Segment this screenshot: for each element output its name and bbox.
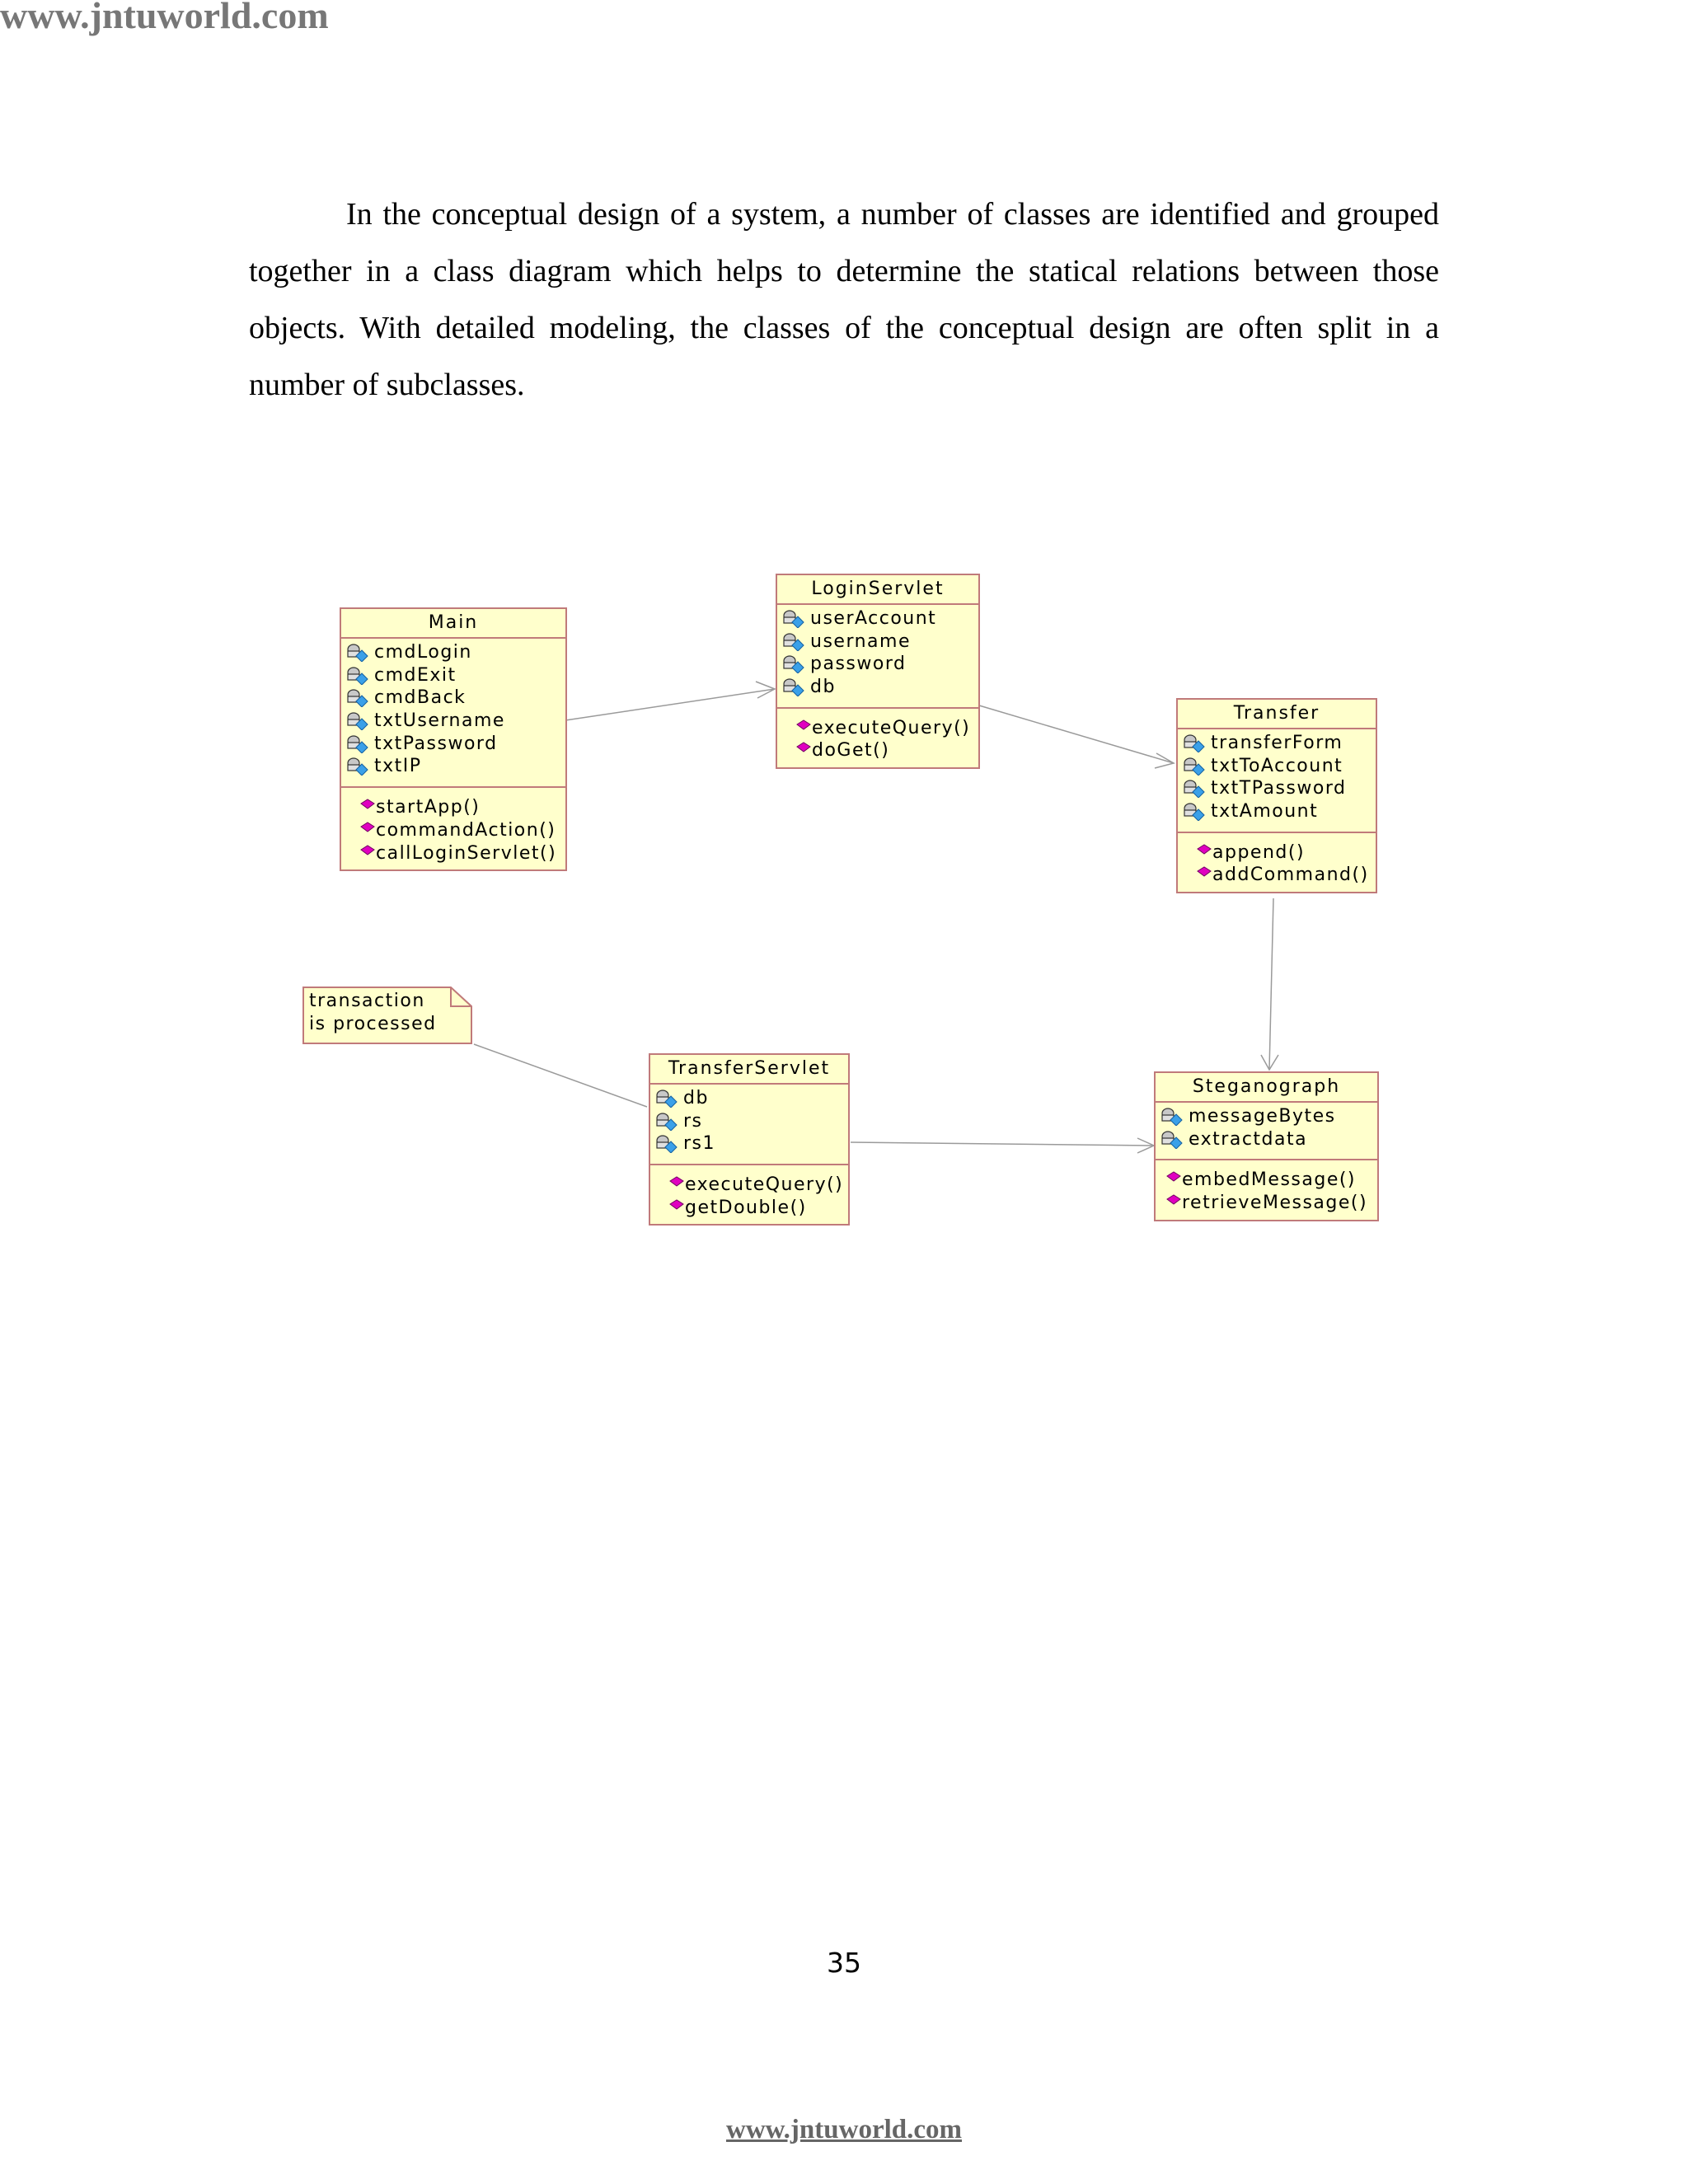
operation-row: addCommand() [1196,864,1376,887]
private-attribute-icon [1160,1108,1187,1126]
class-name: Steganograph [1156,1073,1377,1103]
attribute-row: userAccount [782,607,978,630]
attribute-row: txtUsername [346,710,565,733]
private-attribute-icon [346,735,373,753]
attribute-row: txtTPassword [1183,777,1376,800]
operation-row: commandAction() [359,819,565,842]
private-attribute-icon [346,712,373,730]
attribute-row: cmdLogin [346,641,565,664]
class-steganograph[interactable] [1154,1071,1379,1221]
private-attribute-icon [1183,803,1209,821]
operation-row: executeQuery() [668,1174,848,1197]
attribute-row: txtToAccount [1183,755,1376,778]
private-attribute-icon [346,757,373,776]
private-attribute-icon [1183,780,1209,798]
operation-list [1178,833,1376,892]
attribute-row: rs [655,1110,848,1133]
attribute-row: db [655,1087,848,1110]
operation-row: append() [1196,841,1376,865]
attribute-row: txtIP [346,755,565,778]
link-transfer-steganograph [1269,898,1273,1070]
class-login-servlet[interactable] [776,574,980,769]
private-attribute-icon [346,644,373,662]
public-operation-icon [1165,1194,1182,1207]
private-attribute-icon [1183,734,1209,752]
attribute-row: txtAmount [1183,800,1376,823]
attribute-list [1156,1103,1377,1160]
operation-list [1156,1160,1377,1219]
attribute-row: extractdata [1160,1128,1377,1151]
private-attribute-icon [782,633,809,651]
operation-row: doGet() [795,739,978,762]
attribute-row: cmdExit [346,664,565,687]
public-operation-icon [1196,844,1212,857]
note-line-2: is processed [309,1014,437,1034]
attribute-row: txtPassword [346,733,565,756]
operation-row: callLoginServlet() [359,842,565,865]
diagram-note[interactable] [302,987,472,1044]
private-attribute-icon [655,1090,682,1108]
attribute-row: password [782,653,978,676]
operation-row: retrieveMessage() [1165,1192,1377,1215]
note-text [309,990,437,1036]
attribute-list [777,605,978,709]
class-name: LoginServlet [777,575,978,605]
attribute-row: cmdBack [346,687,565,710]
class-transfer[interactable] [1176,698,1377,893]
operation-list [777,709,978,767]
attribute-row: messageBytes [1160,1105,1377,1128]
site-header: www.jntuworld.com [0,0,329,36]
operation-row: getDouble() [668,1197,848,1220]
public-operation-icon [1196,866,1212,879]
private-attribute-icon [782,610,809,628]
public-operation-icon [359,799,376,812]
public-operation-icon [668,1176,685,1189]
body-paragraph: In the conceptual design of a system, a number of classes are identified and grouped together in a class diagram which helps to determine the statical relations between those objects. With detailed modeling, the classes of the conceptual design are often split in a number of subclasses. [249,197,1439,402]
public-operation-icon [359,845,376,858]
link-note-transferservlet [474,1044,647,1107]
private-attribute-icon [782,678,809,696]
private-attribute-icon [782,655,809,673]
operation-row: executeQuery() [795,717,978,740]
public-operation-icon [795,742,812,755]
private-attribute-icon [346,667,373,685]
operation-list [341,788,565,869]
class-main[interactable] [340,607,567,871]
private-attribute-icon [346,689,373,707]
note-line-1: transaction [309,991,425,1011]
attribute-row: transferForm [1183,732,1376,755]
class-name: Transfer [1178,700,1376,729]
attribute-list [650,1085,848,1165]
public-operation-icon [359,822,376,835]
private-attribute-icon [655,1113,682,1131]
class-name: Main [341,609,565,639]
page-number: 35 [827,1947,861,1979]
operation-list [650,1165,848,1224]
public-operation-icon [1165,1171,1182,1184]
operation-row: startApp() [359,796,565,819]
operation-row: embedMessage() [1165,1169,1377,1192]
attribute-list [1178,729,1376,833]
attribute-row: db [782,676,978,699]
class-name: TransferServlet [650,1055,848,1085]
class-transfer-servlet[interactable] [649,1053,850,1226]
attribute-row: username [782,630,978,654]
private-attribute-icon [655,1135,682,1153]
link-loginservlet-transfer [979,705,1174,763]
public-operation-icon [668,1199,685,1212]
private-attribute-icon [1160,1131,1187,1149]
attribute-row: rs1 [655,1132,848,1155]
link-main-loginservlet [565,689,775,720]
site-footer-link[interactable]: www.jntuworld.com [726,2115,962,2144]
link-transferservlet-steganograph [851,1142,1154,1146]
private-attribute-icon [1183,757,1209,776]
attribute-list [341,639,565,788]
public-operation-icon [795,719,812,733]
